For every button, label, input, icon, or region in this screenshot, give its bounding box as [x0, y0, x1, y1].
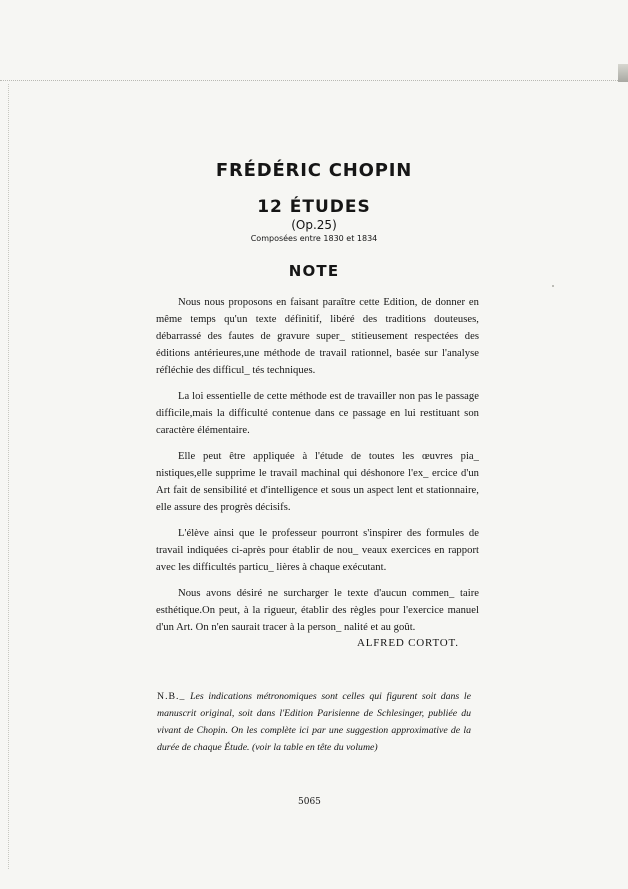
note-title: NOTE	[288, 262, 340, 280]
edge-mark	[618, 64, 628, 82]
speck	[552, 285, 554, 287]
paragraph: Elle peut être appliquée à l'étude de toutes les œuvres pia_ nistiques,elle supprime le travail machinal qui déshonore l'ex_ ercice d'un Art fait de sensibilité et d'intelligence et sous un aspect lent et stationnaire, elle assure des progrès décisifs.	[156, 451, 479, 513]
composition-dates: Composées entre 1830 et 1834	[250, 234, 378, 243]
composer-heading: FRÉDÉRIC CHOPIN	[215, 160, 413, 181]
footnote-label: N.B._	[157, 691, 186, 702]
signature: ALFRED CORTOT.	[357, 637, 459, 649]
opus-number: (Op.25)	[291, 218, 337, 232]
paragraph: L'élève ainsi que le professeur pourront s'inspirer des formules de travail indiquées ci-après pour établir de nou_ veaux exercices en rapport avec les difficultés particu_ lières à chaque exécutant.	[156, 528, 479, 573]
top-rule	[0, 80, 628, 81]
paragraph: Nous avons désiré ne surcharger le texte d'aucun commen_ taire esthétique.On peut, à la rigueur, établir des règles pour l'exercice manuel d'un Art. On n'en saurait tracer à la person_ nalité et au goût.	[156, 588, 479, 633]
paragraph: La loi essentielle de cette méthode est de travailler non pas le passage difficile,mais la difficulté contenue dans ce passage en lui restituant son caractère élémentaire.	[156, 391, 479, 436]
footnote-text: Les indications métronomiques sont celles qui figurent soit dans le manuscrit original, soit dans l'Edition Parisienne de Schlesinger, publiée du vivant de Chopin. On les complète ici par une suggestion approximative de la durée de chaque Étude. (voir la table en tête du volume)	[157, 691, 471, 753]
plate-number: 5065	[298, 797, 321, 807]
work-title: 12 ÉTUDES	[257, 197, 371, 217]
note-body	[156, 294, 479, 645]
paragraph: Nous nous proposons en faisant paraître cette Edition, de donner en même temps qu'un texte définitif, libéré des traditions douteuses, débarrassé des fautes de gravure super_ stitieusement respectées des éditions antérieures,une méthode de travail rationnel, basée sur l'analyse réfléchie des difficul_ tés techniques.	[156, 297, 479, 376]
footnote	[157, 688, 471, 756]
